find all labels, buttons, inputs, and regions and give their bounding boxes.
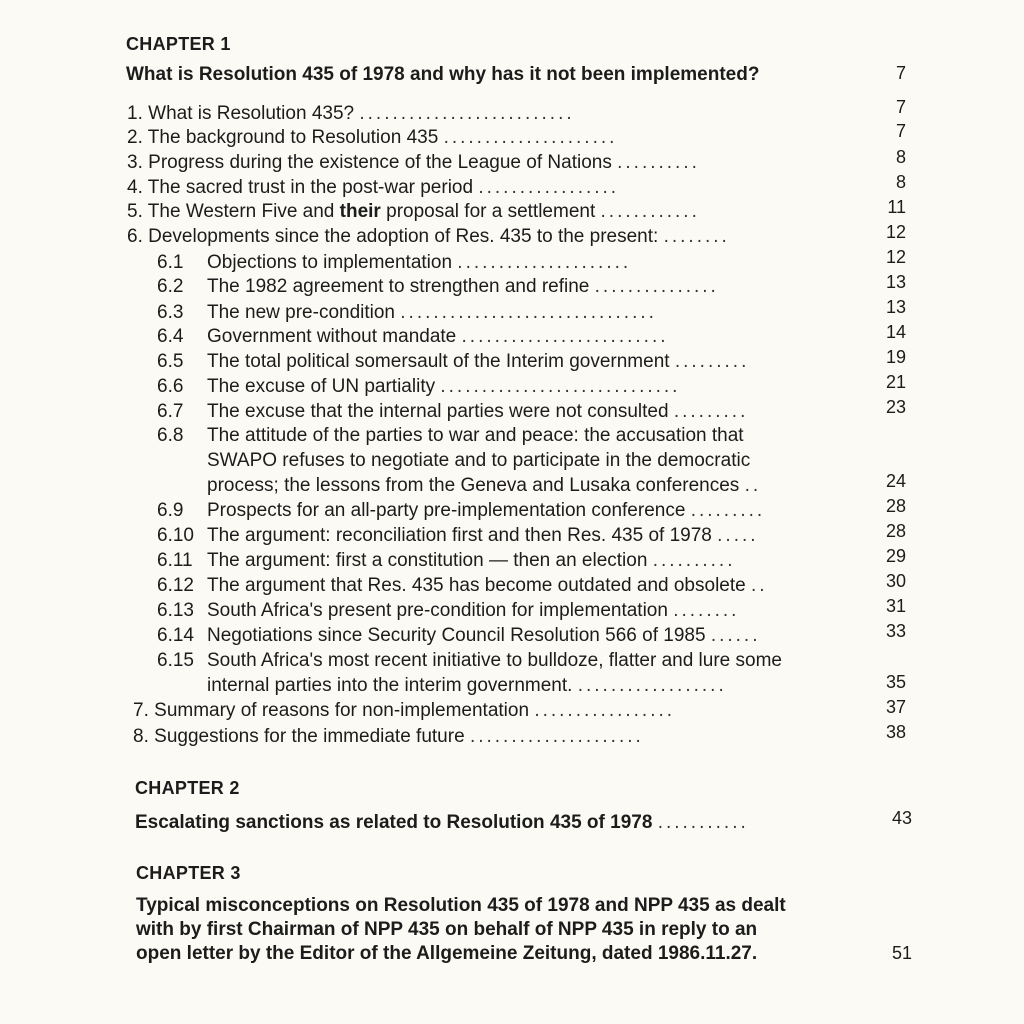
entry-text: Suggestions for the immediate future [154, 726, 465, 747]
entry-text: Summary of reasons for non-implementation [154, 700, 530, 721]
toc-entry-6-6-page: 21 [885, 372, 906, 392]
entry-text-post: proposal for a settlement [380, 201, 596, 222]
toc-entry-6-15-page: 35 [885, 672, 906, 692]
dot-leader: ................. [478, 177, 620, 198]
entry-text: The total political somersault of the Interim government [207, 351, 670, 372]
chapter-1-title: What is Resolution 435 of 1978 and why has it not been implemented? [126, 64, 760, 85]
entry-number: 6.13 [157, 600, 194, 621]
chapter-3-title-line3: open letter by the Editor of the Allgemeine Zeitung, dated 1986.11.27. [136, 943, 758, 964]
toc-entry-6-10-page: 28 [885, 521, 906, 541]
dot-leader: ......... [690, 500, 766, 521]
entry-text-line2: internal parties into the interim government. [207, 675, 573, 696]
entry-text: Progress during the existence of the League of Nations [148, 152, 612, 173]
dot-leader: ............... [594, 276, 719, 297]
entry-text: The background to Resolution 435 [147, 127, 439, 148]
chapter-3-title-line1: Typical misconceptions on Resolution 435 of 1978 and NPP 435 as dealt [136, 895, 786, 916]
entry-text-line1: South Africa's most recent initiative to bulldoze, flatter and lure some [207, 650, 782, 671]
toc-entry-2-page: 7 [895, 121, 906, 141]
entry-text: The new pre-condition [207, 302, 395, 323]
entry-number: 6.5 [157, 351, 184, 372]
toc-entry-6-12-page: 30 [885, 571, 906, 591]
toc-entry-6-6 [157, 376, 680, 398]
toc-entry-6-1-page: 12 [885, 247, 906, 267]
toc-entry-6-15 [157, 650, 782, 672]
chapter-3-heading: CHAPTER 3 [136, 863, 241, 883]
entry-text: The argument that Res. 435 has become outdated and obsolete [207, 575, 746, 596]
entry-number: 6.9 [157, 500, 184, 521]
entry-text: The 1982 agreement to strengthen and refine [207, 276, 590, 297]
dot-leader: .................. [577, 675, 727, 696]
entry-number: 2. [127, 127, 143, 148]
entry-text: South Africa's present pre-condition for implementation [207, 600, 668, 621]
toc-entry-6-8-page: 24 [885, 471, 906, 491]
entry-number: 6.10 [157, 525, 194, 546]
dot-leader: ............ [600, 201, 700, 222]
entry-number: 6.3 [157, 302, 184, 323]
entry-number: 6. [127, 226, 143, 247]
entry-text: Objections to implementation [207, 252, 453, 273]
toc-entry-6-9-page: 28 [885, 496, 906, 516]
entry-number: 6.11 [157, 550, 193, 571]
entry-text: Negotiations since Security Council Resolution 566 of 1985 [207, 625, 706, 646]
entry-text: Government without mandate [207, 326, 457, 347]
dot-leader: ..................... [443, 127, 618, 148]
chapter-1-title-page: 7 [895, 63, 906, 83]
toc-entry-6-14-page: 33 [885, 621, 906, 641]
chapter-1-heading: CHAPTER 1 [126, 34, 231, 54]
entry-text: The argument: first a constitution — then an election [207, 550, 648, 571]
toc-entry-6-5 [157, 351, 749, 373]
entry-number: 6.2 [157, 276, 184, 297]
chapter-2-page: 43 [891, 808, 912, 828]
toc-entry-6-4-page: 14 [885, 322, 906, 342]
toc-entry-6-14 [157, 625, 761, 647]
toc-entry-6-3 [157, 302, 657, 324]
toc-entry-4 [127, 177, 619, 199]
entry-text: Prospects for an all-party pre-implementation conference [207, 500, 686, 521]
toc-entry-6-15-line2 [207, 675, 727, 697]
toc-entry-8-page: 38 [885, 722, 906, 742]
entry-number: 6.12 [157, 575, 194, 596]
entry-text-line1: The attitude of the parties to war and peace: the accusation that [207, 425, 744, 446]
toc-entry-6-page: 12 [885, 222, 906, 242]
toc-entry-5-page: 11 [887, 197, 906, 217]
toc-entry-6-8-line2: SWAPO refuses to negotiate and to participate in the democratic [207, 450, 751, 471]
toc-entry-6 [127, 226, 730, 248]
entry-text-bold: their [339, 201, 381, 222]
entry-number: 5. [127, 201, 143, 222]
dot-leader: .. [744, 475, 762, 496]
toc-entry-6-1 [157, 252, 631, 274]
toc-entry-6-11 [157, 550, 735, 572]
toc-entry-1 [127, 103, 575, 125]
entry-text-line3: process; the lessons from the Geneva and Lusaka conferences [207, 475, 740, 496]
toc-entry-6-13-page: 31 [885, 596, 906, 616]
dot-leader: ............................... [400, 302, 657, 323]
entry-number: 4. [127, 177, 143, 198]
toc-entry-6-7-page: 23 [885, 397, 906, 417]
entry-number: 6.15 [157, 650, 194, 671]
chapter-2-title [135, 812, 749, 834]
entry-text: The excuse that the internal parties were not consulted [207, 401, 669, 422]
toc-entry-2 [127, 127, 617, 149]
dot-leader: ........... [657, 812, 749, 833]
dot-leader: ......................... [461, 326, 669, 347]
dot-leader: ........ [673, 600, 740, 621]
dot-leader: .. [750, 575, 768, 596]
dot-leader: .......................... [359, 103, 575, 124]
entry-number: 6.7 [157, 401, 184, 422]
dot-leader: .......... [652, 550, 736, 571]
toc-entry-6-12 [157, 575, 768, 597]
toc-entry-6-9 [157, 500, 765, 522]
toc-entry-5 [127, 201, 700, 223]
toc-entry-3-page: 8 [895, 147, 906, 167]
toc-entry-7-page: 37 [885, 697, 906, 717]
chapter-3-title-line2: with by first Chairman of NPP 435 on behalf of NPP 435 in reply to an [136, 919, 758, 940]
toc-entry-6-7 [157, 401, 748, 423]
dot-leader: ..................... [469, 726, 644, 747]
entry-number: 6.1 [157, 252, 184, 273]
entry-text-pre: The Western Five and [147, 201, 340, 222]
toc-entry-6-11-page: 29 [885, 546, 906, 566]
toc-entry-6-4 [157, 326, 669, 348]
dot-leader: ..................... [457, 252, 632, 273]
entry-text: The excuse of UN partiality [207, 376, 436, 397]
entry-text: The argument: reconciliation first and then Res. 435 of 1978 [207, 525, 712, 546]
chapter-2-title-text: Escalating sanctions as related to Resolution 435 of 1978 [135, 812, 653, 833]
entry-number: 8. [133, 726, 149, 747]
toc-entry-6-8-line3 [207, 475, 761, 497]
entry-number: 6.6 [157, 376, 184, 397]
entry-number: 6.14 [157, 625, 194, 646]
entry-number: 6.4 [157, 326, 184, 347]
dot-leader: ........ [663, 226, 730, 247]
dot-leader: ..... [717, 525, 759, 546]
toc-entry-1-page: 7 [895, 97, 906, 117]
toc-entry-6-2-page: 13 [885, 272, 906, 292]
entry-text: What is Resolution 435? [148, 103, 355, 124]
toc-entry-6-3-page: 13 [885, 297, 906, 317]
entry-number: 6.8 [157, 425, 184, 446]
dot-leader: ......... [674, 351, 750, 372]
entry-text: Developments since the adoption of Res. 435 to the present: [148, 226, 659, 247]
entry-text: The sacred trust in the post-war period [147, 177, 474, 198]
toc-entry-7 [133, 700, 675, 722]
entry-number: 1. [127, 103, 143, 124]
chapter-2-heading: CHAPTER 2 [135, 778, 240, 798]
chapter-3-page: 51 [891, 943, 912, 963]
toc-entry-6-5-page: 19 [885, 347, 906, 367]
dot-leader: ................. [534, 700, 676, 721]
dot-leader: ............................. [440, 376, 681, 397]
toc-entry-4-page: 8 [895, 172, 906, 192]
dot-leader: ......... [673, 401, 749, 422]
toc-entry-6-10 [157, 525, 759, 547]
toc-entry-6-2 [157, 276, 719, 298]
toc-entry-6-8 [157, 425, 744, 447]
dot-leader: ...... [710, 625, 761, 646]
entry-number: 7. [133, 700, 149, 721]
toc-entry-8 [133, 726, 644, 748]
toc-entry-6-13 [157, 600, 739, 622]
dot-leader: .......... [617, 152, 700, 173]
entry-number: 3. [127, 152, 143, 173]
toc-entry-3 [127, 152, 700, 174]
